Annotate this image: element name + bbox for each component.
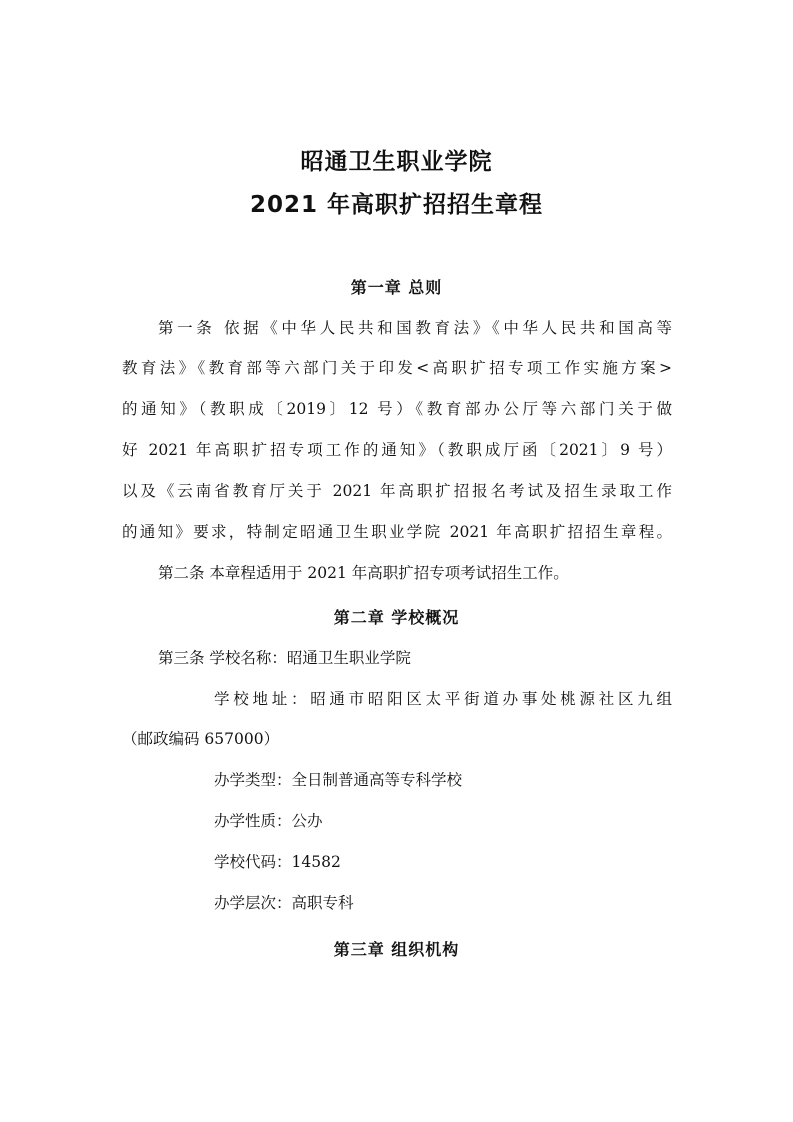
article-1-line-5: 以及《云南省教育厅关于 2021 年高职扩招报名考试及招生录取工作 (122, 482, 672, 500)
chapter-heading-1: 第一章 总则 (350, 278, 443, 297)
article-3-school-level: 办学层次：高职专科 (214, 894, 354, 912)
article-2: 第二条 本章程适用于 2021 年高职扩招专项考试招生工作。 (158, 564, 569, 582)
doc-title-line2: 2021 年高职扩招招生章程 (249, 192, 544, 218)
article-1-line-6: 的通知》要求，特制定昭通卫生职业学院 2021 年高职扩招招生章程。 (122, 523, 672, 541)
article-1-line-2: 教育法》《教育部等六部门关于印发<高职扩招专项工作实施方案> (122, 359, 672, 377)
article-1-line-3: 的通知》（教职成〔2019〕12 号）《教育部办公厅等六部门关于做 (122, 400, 672, 418)
article-3-address-line-1: 学校地址：昭通市昭阳区太平街道办事处桃源社区九组 (214, 690, 672, 708)
article-3-address-line-2: （邮政编码 657000） (122, 730, 280, 748)
article-3-school-nature: 办学性质：公办 (214, 812, 323, 830)
doc-title-line1: 昭通卫生职业学院 (300, 149, 493, 175)
article-3-school-type: 办学类型：全日制普通高等专科学校 (214, 771, 463, 789)
article-3-school-code: 学校代码：14582 (214, 853, 341, 871)
chapter-heading-2: 第二章 学校概况 (333, 608, 460, 627)
article-1-line-1: 第一条 依据《中华人民共和国教育法》《中华人民共和国高等 (158, 319, 672, 337)
article-3-school-name: 第三条 学校名称：昭通卫生职业学院 (158, 649, 411, 667)
article-1-line-4: 好 2021 年高职扩招专项工作的通知》（教职成厅函〔2021〕9 号） (122, 441, 672, 459)
chapter-heading-3: 第三章 组织机构 (333, 940, 460, 959)
